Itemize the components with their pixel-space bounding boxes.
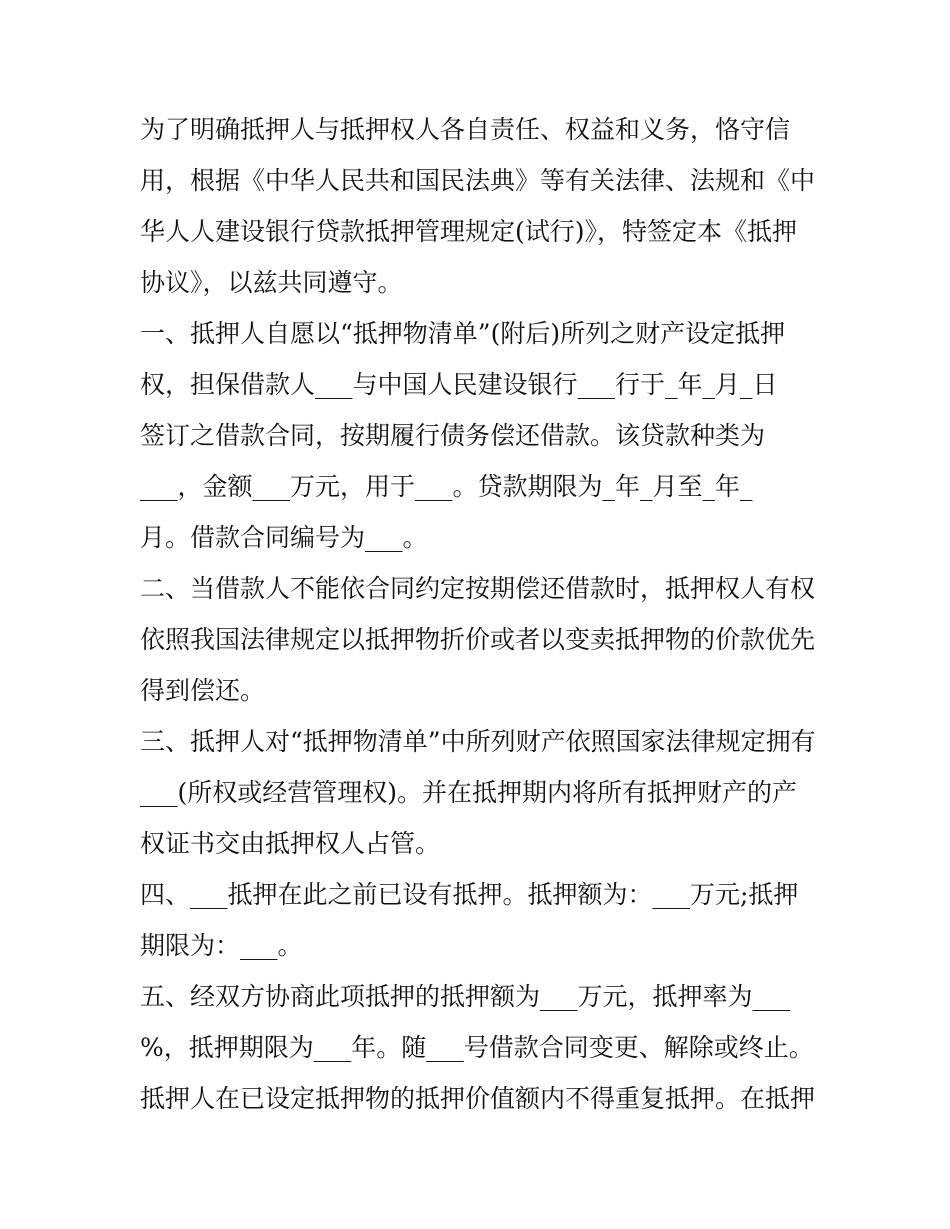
text-line: 四、___抵押在此之前已设有抵押。抵押额为：___万元;抵押 — [140, 880, 799, 909]
text-line: 用，根据《中华人民共和国民法典》等有关法律、法规和《中 — [140, 166, 816, 195]
text-line: 权，担保借款人___与中国人民建设银行___行于_年_月_日 — [140, 370, 778, 399]
text-line: 三、抵押人对“抵押物清单”中所列财产依照国家法律规定拥有 — [140, 727, 816, 756]
document-body — [140, 104, 820, 1124]
text-line: 期限为：___。 — [140, 931, 303, 960]
text-line: 签订之借款合同，按期履行债务偿还借款。该贷款种类为 — [140, 421, 766, 450]
text-line: 抵押人在已设定抵押物的抵押价值额内不得重复抵押。在抵押 — [140, 1084, 816, 1113]
text-line: ___，金额___万元，用于___。贷款期限为_年_月至_年_ — [140, 472, 753, 501]
text-line: 五、经双方协商此项抵押的抵押额为___万元，抵押率为___ — [140, 982, 791, 1011]
text-line: ___(所权或经营管理权)。并在抵押期内将所有抵押财产的产 — [140, 778, 798, 807]
text-line: 华人人建设银行贷款抵押管理规定(试行)》，特签定本《抵押 — [140, 217, 798, 246]
text-line: %，抵押期限为___年。随___号借款合同变更、解除或终止。 — [140, 1033, 814, 1062]
text-line: 得到偿还。 — [140, 676, 266, 705]
text-line: 为了明确抵押人与抵押权人各自责任、权益和义务，恪守信 — [140, 115, 791, 144]
text-line: 月。借款合同编号为___。 — [140, 523, 428, 552]
text-line: 依照我国法律规定以抵押物折价或者以变卖抵押物的价款优先 — [140, 625, 816, 654]
text-line: 二、当借款人不能依合同约定按期偿还借款时，抵押权人有权 — [140, 574, 816, 603]
text-line: 一、抵押人自愿以“抵押物清单”(附后)所列之财产设定抵押 — [140, 319, 786, 348]
text-line: 协议》，以兹共同遵守。 — [140, 268, 403, 297]
text-line: 权证书交由抵押权人占管。 — [140, 829, 441, 858]
